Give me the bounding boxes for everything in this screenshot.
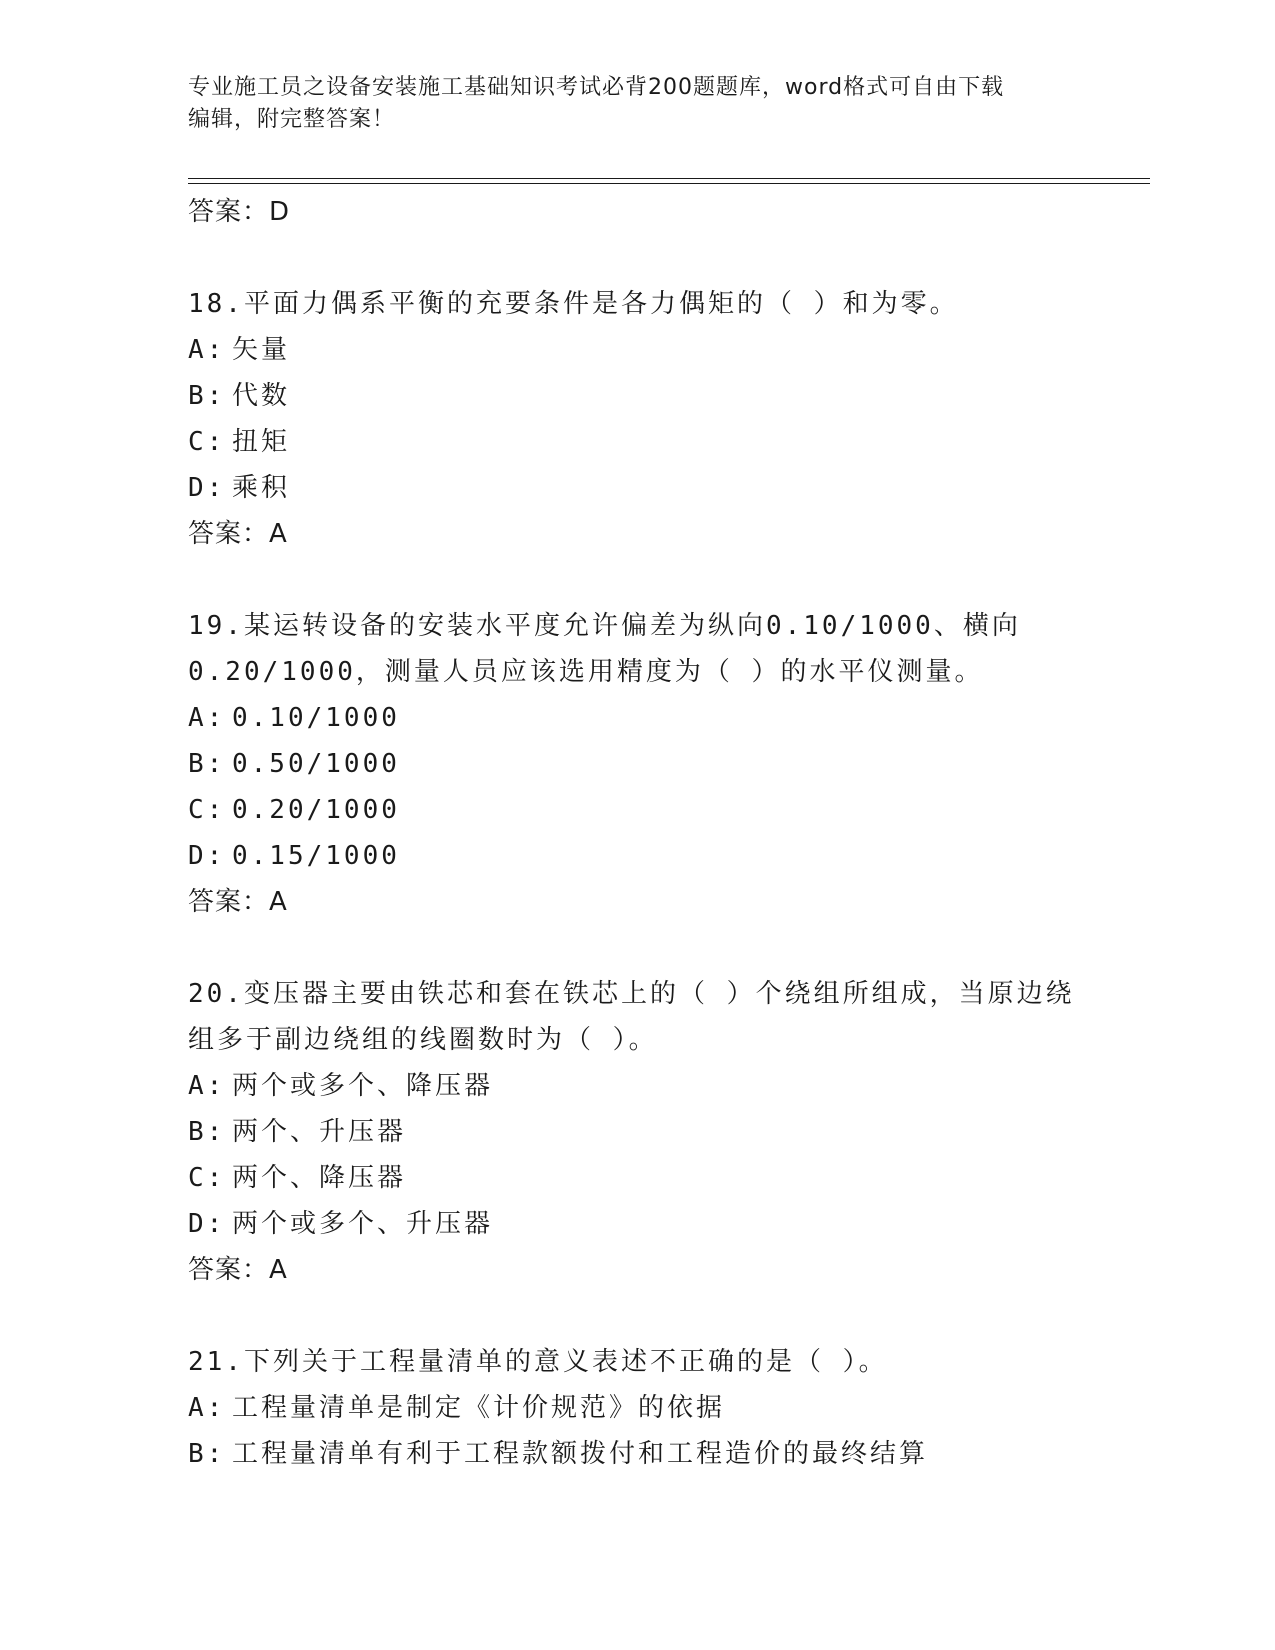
option-b — [188, 373, 1128, 419]
question-stem-line: 组多于副边绕组的线圈数时为（ ）。 — [188, 1025, 658, 1055]
question-20 — [188, 971, 1128, 1293]
option-d — [188, 833, 1128, 879]
option-text: 工程量清单有利于工程款额拨付和工程造价的最终结算 — [232, 1439, 929, 1469]
option-text: 两个、升压器 — [232, 1117, 407, 1147]
question-stem-line: 0.20/1000，测量人员应该选用精度为（ ）的水平仪测量。 — [188, 657, 984, 687]
option-text: 两个、降压器 — [232, 1163, 407, 1193]
option-text: 0.10/1000 — [232, 703, 400, 733]
document-header — [188, 72, 1088, 136]
option-letter: A: — [188, 703, 226, 733]
option-text: 乘积 — [232, 473, 291, 503]
answer-line: 答案：A — [188, 519, 288, 549]
question-stem-line: 18.平面力偶系平衡的充要条件是各力偶矩的（ ）和为零。 — [188, 289, 959, 319]
option-text: 两个或多个、升压器 — [232, 1209, 494, 1239]
option-text: 两个或多个、降压器 — [232, 1071, 494, 1101]
option-letter: A: — [188, 335, 226, 365]
question-stem — [188, 281, 1128, 327]
option-letter: D: — [188, 473, 226, 503]
option-text: 0.20/1000 — [232, 795, 400, 825]
option-b — [188, 1109, 1128, 1155]
option-c — [188, 1155, 1128, 1201]
answer-line: 答案：A — [188, 1255, 288, 1285]
option-letter: B: — [188, 749, 226, 779]
previous-answer: 答案：D — [188, 197, 291, 227]
option-a — [188, 327, 1128, 373]
option-text: 0.50/1000 — [232, 749, 400, 779]
option-c — [188, 787, 1128, 833]
option-letter: B: — [188, 1439, 226, 1469]
option-d — [188, 1201, 1128, 1247]
option-letter: D: — [188, 841, 226, 871]
question-19 — [188, 603, 1128, 925]
option-a — [188, 1063, 1128, 1109]
option-c — [188, 419, 1128, 465]
option-b — [188, 1431, 1128, 1477]
answer-line: 答案：A — [188, 887, 288, 917]
option-letter: D: — [188, 1209, 226, 1239]
option-b — [188, 741, 1128, 787]
question-list — [188, 189, 1128, 1477]
option-text: 扭矩 — [232, 427, 291, 457]
question-stem-line: 19.某运转设备的安装水平度允许偏差为纵向0.10/1000、横向 — [188, 611, 1021, 641]
option-letter: C: — [188, 1163, 226, 1193]
question-stem — [188, 971, 1128, 1063]
header-line-1: 专业施工员之设备安装施工基础知识考试必背200题题库，word格式可自由下载 — [188, 75, 1005, 100]
header-rule-bottom — [188, 183, 1150, 184]
option-letter: B: — [188, 381, 226, 411]
question-stem-line: 20.变压器主要由铁芯和套在铁芯上的（ ）个绕组所组成，当原边绕 — [188, 979, 1075, 1009]
option-a — [188, 1385, 1128, 1431]
option-text: 工程量清单是制定《计价规范》的依据 — [232, 1393, 726, 1423]
option-letter: C: — [188, 795, 226, 825]
header-rule-top — [188, 178, 1150, 179]
option-letter: A: — [188, 1393, 226, 1423]
option-letter: A: — [188, 1071, 226, 1101]
option-letter: C: — [188, 427, 226, 457]
option-text: 矢量 — [232, 335, 291, 365]
option-letter: B: — [188, 1117, 226, 1147]
option-text: 代数 — [232, 381, 291, 411]
option-d — [188, 465, 1128, 511]
question-21 — [188, 1339, 1128, 1477]
question-stem — [188, 1339, 1128, 1385]
question-stem — [188, 603, 1128, 695]
option-text: 0.15/1000 — [232, 841, 400, 871]
question-stem-line: 21.下列关于工程量清单的意义表述不正确的是（ ）。 — [188, 1347, 888, 1377]
header-line-2: 编辑，附完整答案！ — [188, 107, 396, 132]
question-18 — [188, 281, 1128, 557]
option-a — [188, 695, 1128, 741]
